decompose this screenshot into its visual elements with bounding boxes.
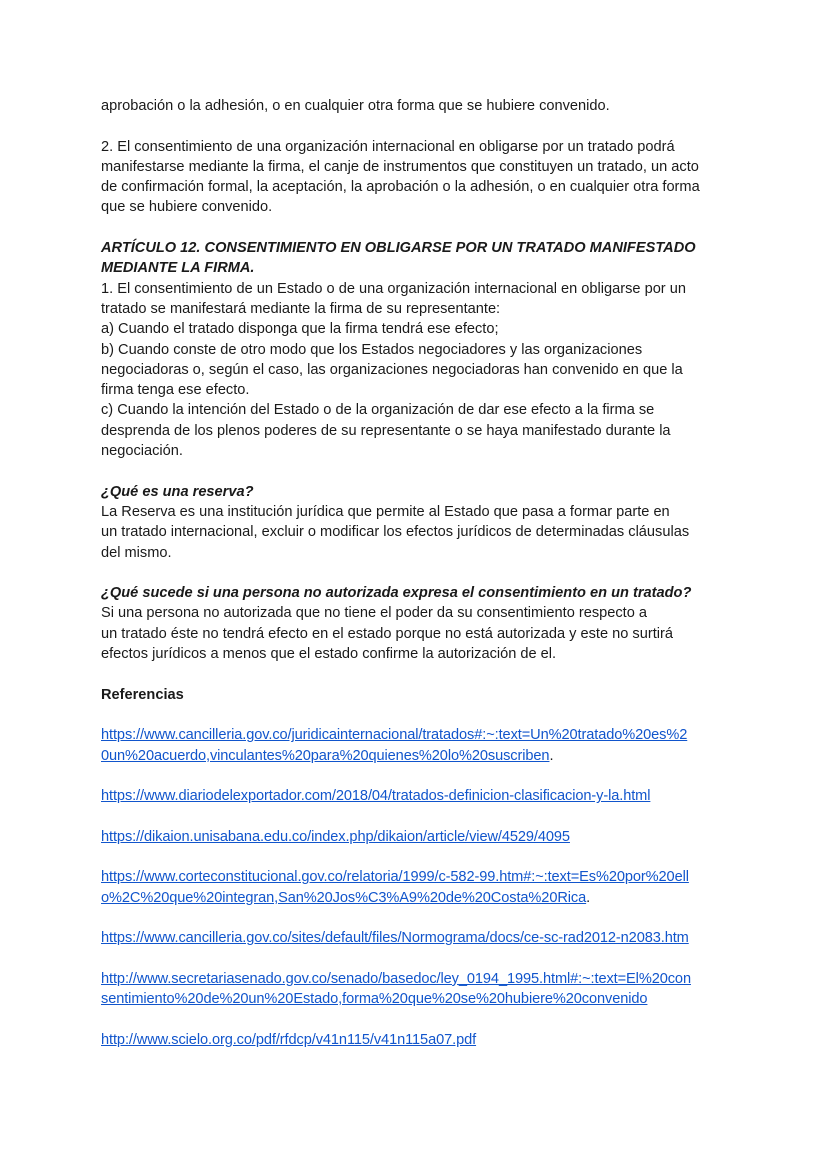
reference-suffix: . (586, 889, 591, 906)
spacer (101, 116, 741, 136)
reserva-question-heading: ¿Qué es una reserva? (101, 483, 254, 500)
reference-item (101, 827, 741, 847)
reference-suffix: . (549, 747, 554, 764)
reference-link[interactable]: https://www.cancilleria.gov.co/sites/default/files/Normograma/docs/ce-sc-rad2012-n2083.htm (101, 930, 689, 947)
references-heading: Referencias (101, 686, 184, 703)
paragraph-2: 2. El consentimiento de una organización internacional en obligarse por un tratado podrá manifestarse mediante la firma, el canje de instrumentos que constituyen un tratado, un acto de confirmación formal, la aceptación, la aprobación o la adhesión, o en cualquier otra forma que se hubiere convenido. (101, 138, 700, 216)
reference-link[interactable]: http://www.scielo.org.co/pdf/rfdcp/v41n115/v41n115a07.pdf (101, 1031, 477, 1048)
reference-link[interactable]: https://www.cancilleria.gov.co/juridicainternacional/tratados#:~:text=Un%20tratado%20es%2 0un%20acuerdo,vinculantes%20para%20quienes%20lo%20suscriben (101, 727, 688, 764)
reference-item (101, 867, 741, 908)
reference-item (101, 725, 741, 766)
reference-link[interactable]: https://www.corteconstitucional.gov.co/relatoria/1999/c-582-99.htm#:~:text=Es%20por%20ell o%2C%20que%20integran,San%20Jos%C3%A9%20de%20Costa%20Rica (101, 869, 689, 906)
references-list (101, 725, 741, 1050)
reference-item (101, 1030, 741, 1050)
reference-item (101, 969, 741, 1010)
article-12-heading: ARTÍCULO 12. CONSENTIMIENTO EN OBLIGARSE POR UN TRATADO MANIFESTADO MEDIANTE LA FIRMA. (101, 240, 696, 277)
spacer (101, 664, 741, 684)
unauthorized-answer: Si una persona no autorizada que no tiene el poder da su consentimiento respecto a un tratado éste no tendrá efecto en el estado porque no está autorizada y este no surtirá efectos jurídicos a menos que el estado confirme la autorización de el. (101, 605, 673, 663)
document-page (101, 96, 741, 1070)
reserva-answer: La Reserva es una institución jurídica que permite al Estado que pasa a formar parte en un tratado internacional, excluir o modificar los efectos jurídicos de determinadas cláusulas del mismo. (101, 503, 690, 561)
spacer (101, 705, 741, 725)
spacer (101, 218, 741, 238)
spacer (101, 461, 741, 481)
article-12-body: 1. El consentimiento de un Estado o de una organización internacional en obligarse por un tratado se manifestará mediante la firma de su representante: a) Cuando el tratado disponga que la firma tendrá ese efecto; b) Cuando conste de otro modo que los Estados negociadores y las organizaciones negociadoras o, según el caso, las organizaciones negociadoras han convenido en que la firma tenga ese efecto. c) Cuando la intención del Estado o de la organización de dar ese efecto a la firma se desprenda de los plenos poderes de su representante o se haya manifestado durante la negociación. (101, 280, 686, 460)
reference-item (101, 928, 741, 948)
reference-link[interactable]: https://www.diariodelexportador.com/2018/04/tratados-definicion-clasificacion-y-la.html (101, 788, 651, 805)
paragraph-top: aprobación o la adhesión, o en cualquier otra forma que se hubiere convenido. (101, 98, 610, 114)
reference-link[interactable]: https://dikaion.unisabana.edu.co/index.php/dikaion/article/view/4529/4095 (101, 828, 570, 845)
unauthorized-question-heading: ¿Qué sucede si una persona no autorizada expresa el consentimiento en un tratado? (101, 585, 692, 602)
reference-link[interactable]: http://www.secretariasenado.gov.co/senado/basedoc/ley_0194_1995.html#:~:text=El%20con sentimiento%20de%20un%20Estado,forma%20que%20se%20hubiere%20convenido (101, 970, 691, 1008)
reference-item (101, 786, 741, 806)
spacer (101, 563, 741, 583)
